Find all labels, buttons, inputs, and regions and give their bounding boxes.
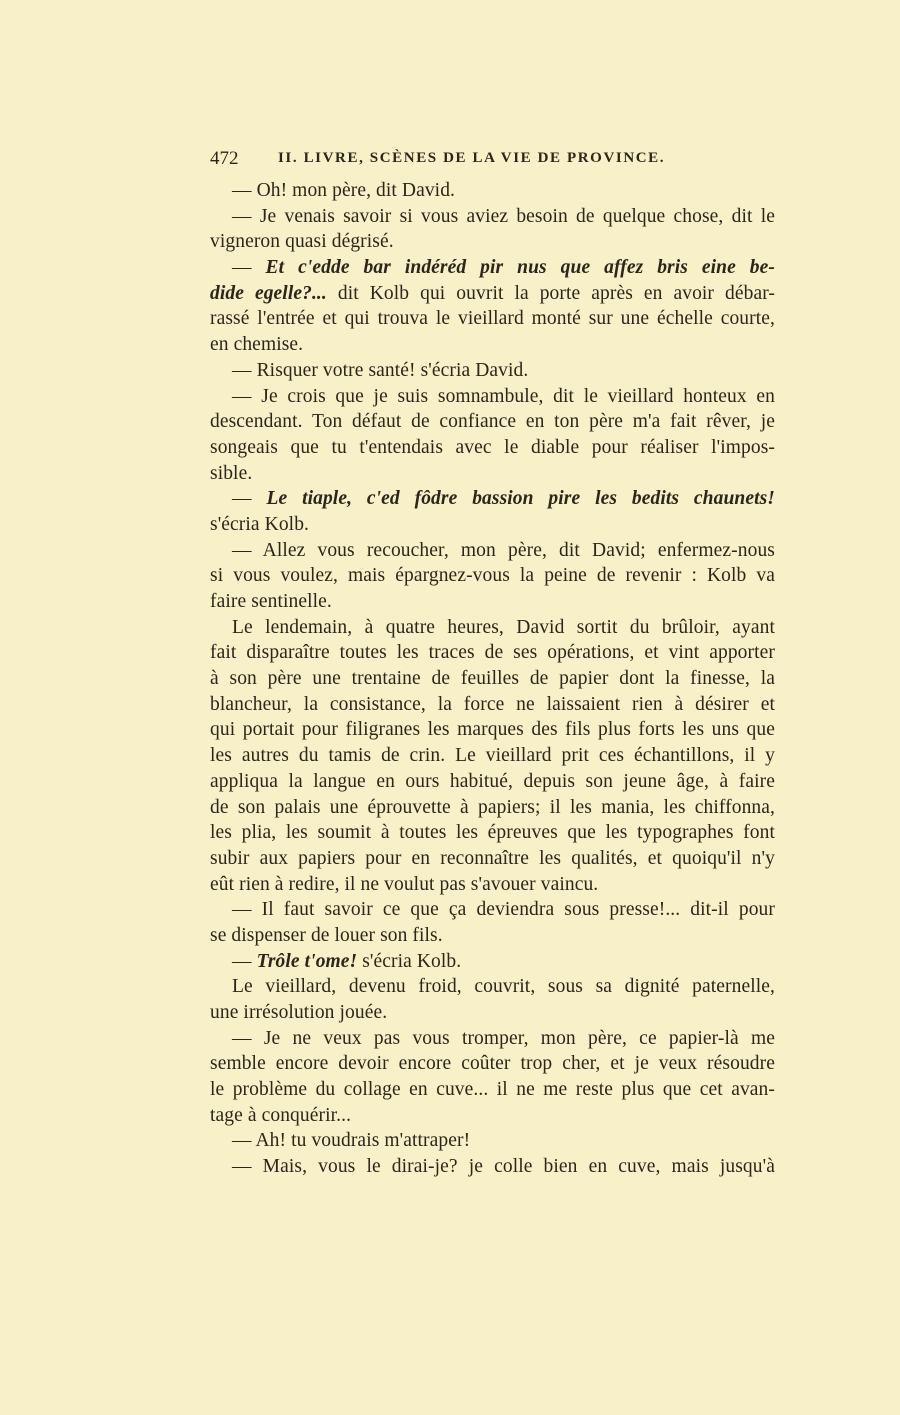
text-segment: les autres du tamis de crin. Le vieillard prit ces échantillons, il y (210, 745, 775, 767)
running-title: II. LIVRE, SCÈNES DE LA VIE DE PROVINCE. (278, 150, 666, 166)
page-number: 472 (210, 148, 239, 169)
text-segment: si vous voulez, mais épargnez-vous la peine de revenir : Kolb va (210, 565, 775, 587)
text-line (210, 332, 775, 358)
text-line (210, 512, 775, 538)
text-segment: — Je venais savoir si vous aviez besoin de quelque chose, dit le (232, 205, 775, 227)
text-line (210, 409, 775, 435)
text-line (210, 923, 775, 949)
text-segment: — Allez vous recoucher, mon père, dit David; enfermez-nous (232, 539, 775, 561)
text-line (210, 1051, 775, 1077)
text-segment: — (232, 257, 266, 279)
text-line (210, 640, 775, 666)
text-segment: s'écria Kolb. (357, 950, 462, 972)
text-segment: — (232, 488, 267, 510)
text-segment: — Je crois que je suis somnambule, dit le vieillard honteux en (232, 385, 775, 407)
text-line (210, 717, 775, 743)
text-line (210, 358, 775, 384)
text-segment: subir aux papiers pour en reconnaître les qualités, et quoiqu'il n'y (210, 847, 775, 869)
text-segment: — Mais, vous le dirai-je? je colle bien en cuve, mais jusqu'à (232, 1156, 775, 1178)
text-segment: appliqua la langue en ours habitué, depuis son jeune âge, à faire (210, 770, 775, 792)
text-segment: de son palais une éprouvette à papiers; il les mania, les chiffonna, (210, 796, 775, 818)
text-segment: — Je ne veux pas vous tromper, mon père, ce papier-là me (232, 1027, 775, 1049)
text-line (210, 589, 775, 615)
text-line (210, 1128, 775, 1154)
text-line (210, 255, 775, 281)
text-segment: en chemise. (210, 334, 304, 356)
italic-dialect-text: Le tiaple, c'ed fôdre bassion pire les bedits chaunets! (266, 488, 775, 510)
text-segment: rassé l'entrée et qui trouva le vieillard monté sur une échelle courte, (210, 308, 775, 330)
text-segment: eût rien à redire, il ne voulut pas s'avouer vaincu. (210, 873, 599, 895)
text-line (210, 1077, 775, 1103)
text-line (210, 615, 775, 641)
text-line (210, 743, 775, 769)
text-segment: qui portait pour filigranes les marques des fils plus forts les uns que (210, 719, 775, 741)
text-segment: sible. (210, 462, 253, 484)
text-line (210, 384, 775, 410)
text-line (210, 563, 775, 589)
text-line (210, 872, 775, 898)
text-segment: tage à conquérir... (210, 1104, 352, 1126)
text-segment: — Oh! mon père, dit David. (232, 180, 456, 201)
text-line (210, 846, 775, 872)
text-segment: descendant. Ton défaut de confiance en ton père m'a fait rêver, je (210, 411, 775, 433)
text-line (210, 538, 775, 564)
text-segment: dit Kolb qui ouvrit la porte après en avoir débar- (326, 282, 776, 304)
text-line (210, 435, 775, 461)
text-line (210, 1103, 775, 1129)
text-line (210, 1026, 775, 1052)
text-segment: les plia, les soumit à toutes les épreuves que les typographes font (210, 822, 775, 844)
text-line (210, 820, 775, 846)
text-segment: — Il faut savoir ce que ça deviendra sous presse!... dit-il pour (232, 899, 775, 921)
text-line (210, 949, 775, 975)
text-segment: le problème du collage en cuve... il ne me reste plus que cet avan- (210, 1079, 775, 1101)
text-segment: songeais que tu t'entendais avec le diable pour réaliser l'impos- (210, 436, 775, 458)
text-segment: blancheur, la consistance, la force ne laissaient rien à désirer et (210, 693, 775, 715)
text-line (210, 795, 775, 821)
text-segment: — Ah! tu voudrais m'attraper! (232, 1130, 471, 1152)
text-segment: Le vieillard, devenu froid, couvrit, sous sa dignité paternelle, (232, 976, 775, 998)
text-line (210, 204, 775, 230)
text-line (210, 1154, 775, 1180)
text-line (210, 974, 775, 1000)
italic-dialect-text: dide egelle?... (210, 282, 327, 304)
text-line (210, 486, 775, 512)
text-line (210, 1000, 775, 1026)
text-segment: semble encore devoir encore coûter trop cher, et je veux résoudre (210, 1053, 775, 1075)
text-line (210, 769, 775, 795)
text-segment: à son père une trentaine de feuilles de papier dont la finesse, la (210, 668, 775, 690)
running-header (210, 148, 775, 174)
text-segment: s'écria Kolb. (210, 513, 310, 535)
text-segment: vigneron quasi dégrisé. (210, 231, 394, 253)
text-segment: Le lendemain, à quatre heures, David sortit du brûloir, ayant (232, 616, 775, 638)
text-segment: — Risquer votre santé! s'écria David. (232, 359, 529, 381)
text-line (210, 461, 775, 487)
text-segment: se dispenser de louer son fils. (210, 924, 443, 946)
text-line (210, 306, 775, 332)
text-line (210, 178, 775, 204)
text-segment: une irrésolution jouée. (210, 1002, 388, 1023)
text-line (210, 666, 775, 692)
text-segment: fait disparaître toutes les traces de ses opérations, et vint apporter (210, 642, 775, 664)
text-line (210, 229, 775, 255)
text-line (210, 281, 775, 307)
italic-dialect-text: Et c'edde bar indéréd pir nus que affez bris eine be- (265, 257, 775, 279)
italic-dialect-text: Trôle t'ome! (256, 950, 358, 972)
page-body-text (210, 178, 775, 1180)
text-segment: — (232, 950, 257, 972)
text-line (210, 897, 775, 923)
text-line (210, 692, 775, 718)
text-segment: faire sentinelle. (210, 591, 332, 612)
